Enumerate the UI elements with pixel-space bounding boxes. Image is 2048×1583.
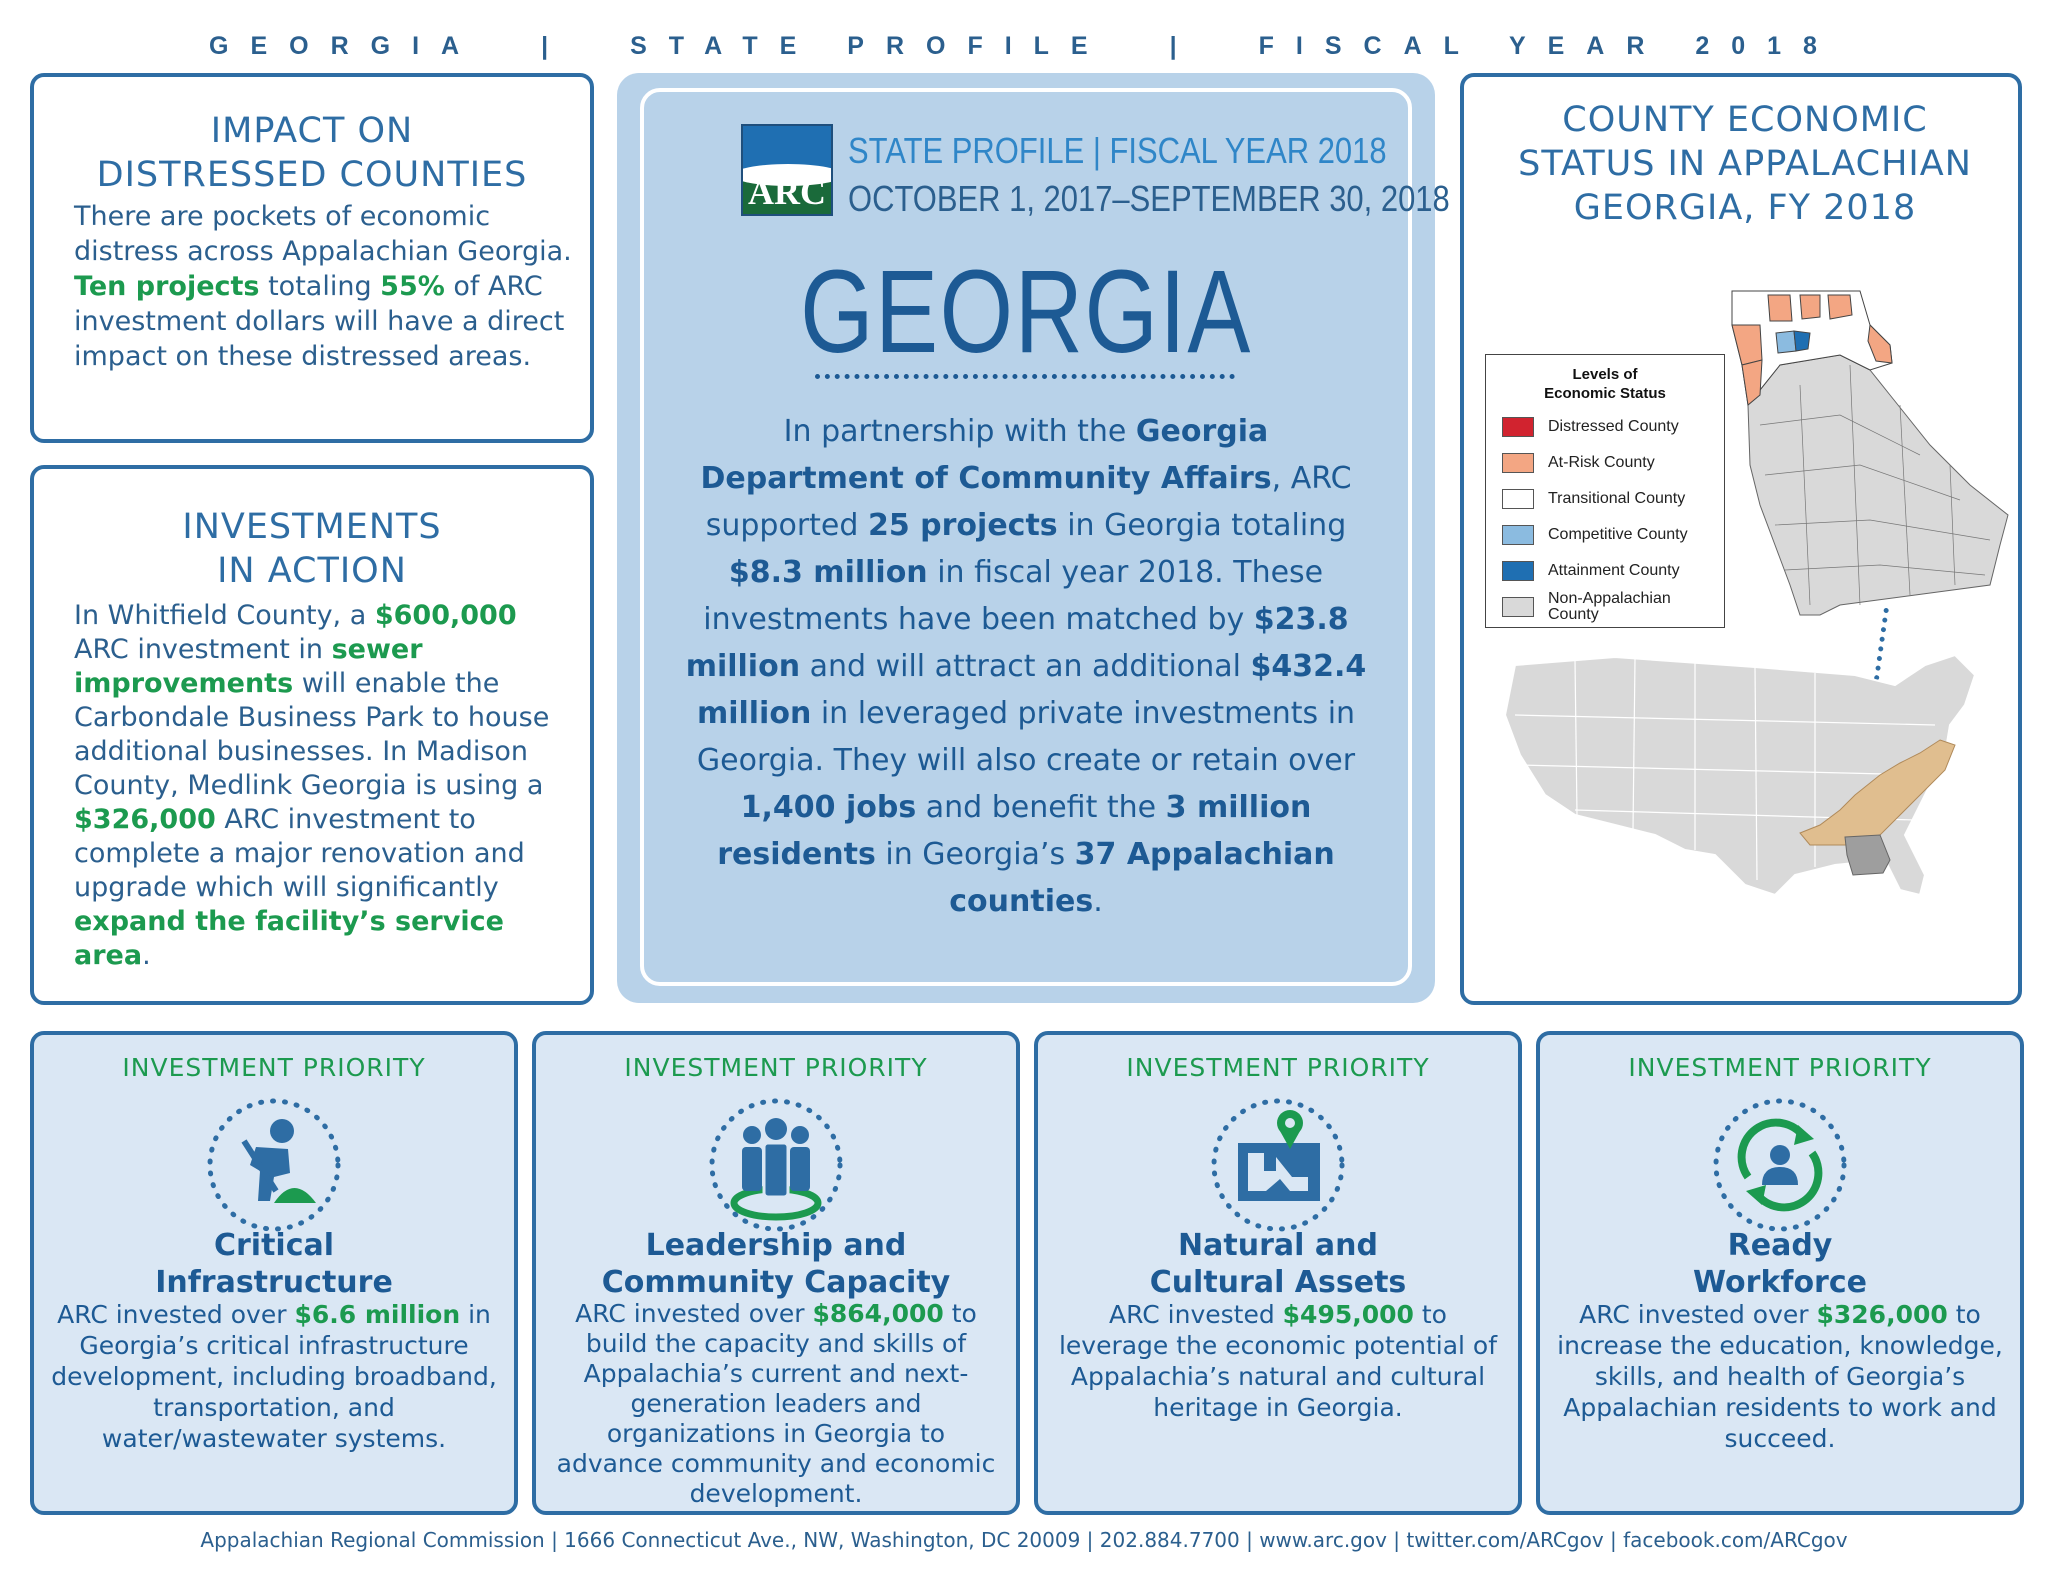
text-run: in Georgia’s [875,837,1075,872]
text-run: , ARC supported [705,461,1352,543]
highlight: $864,000 [812,1299,944,1328]
map-title-line: STATUS IN APPALACHIAN [1518,144,1972,184]
priority-title [536,1227,1016,1301]
banner-separator: | [541,31,571,60]
priority-text [48,1299,500,1454]
text-run: in Georgia’s critical infrastructure development, including broadband, transportation, and water/wastewater systems. [51,1300,497,1453]
highlight: $8.3 million [728,555,928,590]
priority-title-line: Leadership and [645,1228,907,1263]
state-title: GEORGIA [800,246,1252,378]
center-header-line1: STATE PROFILE | FISCAL YEAR 2018 [848,130,1387,171]
investments-title-line: INVESTMENTS [182,507,442,547]
text-run: in leveraged private investments in Georgia. They will also create or retain over [696,696,1356,778]
text-run: of ARC investment dollars will have a direct impact on these distressed areas. [74,271,565,372]
text-run: totaling [259,271,381,302]
legend-label: Transitional County [1548,490,1686,507]
highlight: $23.8 million [685,602,1349,684]
priority-title [34,1227,514,1301]
investments-title [34,505,590,593]
legend-item-competitive [1486,517,1724,553]
map-title-line: GEORGIA, FY 2018 [1573,188,1917,228]
person-cycle-icon [1710,1095,1850,1235]
impact-title [34,109,590,197]
highlight: 55% [380,271,445,302]
investments-text [74,599,574,973]
impact-title-line: IMPACT ON [210,111,414,151]
worker-shovel-icon [204,1095,344,1235]
center-header-line2: OCTOBER 1, 2017–SEPTEMBER 30, 2018 [848,178,1450,219]
text-run: ARC invested over [1579,1300,1817,1329]
text-run: ARC investment in [74,634,332,665]
text-run: in Georgia totaling [1057,508,1347,543]
legend-item-non-appalachian [1486,589,1724,625]
county-at-risk [1768,295,1792,321]
investments-title-line: IN ACTION [217,551,407,591]
priority-text [1052,1299,1504,1423]
text-run: and will attract an additional [800,649,1251,684]
legend-label: Non-Appalachian County [1548,590,1671,623]
investments-box [30,465,594,1005]
text-run: will enable the Carbondale Business Park to house additional businesses. In Madison County, Medlink Georgia is using a [74,668,550,801]
text-run: . [142,940,151,971]
legend-swatch [1502,453,1534,473]
legend-label: Competitive County [1548,526,1688,543]
text-run: ARC investment to complete a major renovation and upgrade which will significantly [74,804,525,903]
text-run: ARC invested over [57,1300,295,1329]
priority-card-natural-cultural [1034,1031,1522,1515]
priority-card-infrastructure [30,1031,518,1515]
legend-item-transitional [1486,481,1724,517]
priority-title-line: Critical [213,1228,335,1263]
legend-label: Distressed County [1548,418,1679,435]
highlight: $6.6 million [294,1300,461,1329]
priority-card-leadership [532,1031,1020,1515]
priority-label: INVESTMENT PRIORITY [1126,1053,1430,1082]
priority-card-workforce [1536,1031,2024,1515]
priority-title-line: Cultural Assets [1149,1265,1407,1300]
georgia-non-appalachian [1748,355,2008,615]
banner-separator: | [1169,31,1199,60]
footer-contact: Appalachian Regional Commission | 1666 Connecticut Ave., NW, Washington, DC 20009 | 202.884.7700 | www.arc.gov | twitter.com/ARCgov | facebook.com/ARCgov [200,1528,1848,1552]
county-at-risk [1800,295,1820,319]
highlight: Georgia Department of Community Affairs [700,414,1272,496]
priority-title-line: Infrastructure [155,1265,393,1300]
map-title-line: COUNTY ECONOMIC [1562,100,1928,140]
priority-label: INVESTMENT PRIORITY [122,1053,426,1082]
text-run: to leverage the economic potential of Appalachia’s natural and cultural heritage in Georgia. [1058,1300,1498,1422]
legend-swatch [1502,525,1534,545]
priority-label: INVESTMENT PRIORITY [1628,1053,1932,1082]
people-group-icon [706,1095,846,1235]
priority-title-line: Natural and [1178,1228,1378,1263]
text-run: to increase the education, knowledge, skills, and health of Georgia’s Appalachian residents to work and succeed. [1557,1300,2003,1453]
highlight: $495,000 [1282,1300,1414,1329]
priority-title [1038,1227,1518,1301]
us-map [1495,645,1995,905]
impact-text [74,199,574,374]
text-run: and benefit the [916,790,1166,825]
dotted-divider [815,374,1235,379]
impact-title-line: DISTRESSED COUNTIES [96,155,528,195]
text-run: There are pockets of economic distress across Appalachian Georgia. [74,201,572,267]
legend-swatch [1502,597,1534,617]
text-run: . [1093,884,1103,919]
logo-text: ARC [748,172,826,212]
text-run: ARC invested over [575,1299,813,1328]
legend-item-attainment [1486,553,1724,589]
priority-text [1554,1299,2006,1454]
county-at-risk [1732,325,1762,365]
priority-title-line: Workforce [1693,1265,1867,1300]
legend-item-distressed [1486,409,1724,445]
legend-title-line: Economic Status [1544,385,1666,402]
highlight: 1,400 jobs [740,790,917,825]
highlight: $600,000 [374,600,517,631]
highlight: $432.4 million [696,649,1367,731]
legend-swatch [1502,417,1534,437]
legend-title-line: Levels of [1572,366,1638,383]
banner-profile: STATE PROFILE [630,31,1110,60]
text-run: in fiscal year 2018. These investments have been matched by [703,555,1324,637]
legend-swatch [1502,561,1534,581]
center-paragraph [680,408,1372,925]
map-title [1465,98,2025,230]
banner-state: GEORGIA [209,31,482,60]
georgia-county-map [1720,285,2020,625]
top-banner [0,26,2048,66]
county-at-risk [1828,295,1852,319]
highlight: Ten projects [74,271,260,302]
highlight: 37 Appalachian counties [949,837,1335,919]
highlight: $326,000 [1816,1300,1948,1329]
text-run: to build the capacity and skills of Appalachia’s current and next-generation leaders and organizations in Georgia to advance community and economic development. [556,1299,996,1508]
arc-logo [741,124,833,216]
legend-label: Attainment County [1548,562,1680,579]
impact-box [30,73,594,443]
priority-title [1540,1227,2020,1301]
highlight: 3 million residents [717,790,1312,872]
text-run: ARC invested [1109,1300,1283,1329]
legend-swatch [1502,489,1534,509]
highlight: $326,000 [74,804,216,835]
highlight: sewer improvements [74,634,423,699]
map-legend [1485,354,1725,628]
legend-label: At-Risk County [1548,454,1655,471]
priority-title-line: Ready [1727,1228,1833,1263]
priority-title-line: Community Capacity [601,1265,951,1300]
priority-text [550,1299,1002,1509]
highlight: 25 projects [867,508,1058,543]
highlight: expand the facility’s service area [74,906,504,971]
text-run: In partnership with the [783,414,1136,449]
banner-year: FISCAL YEAR 2018 [1258,31,1839,60]
map-pin-icon [1208,1095,1348,1235]
text-run: In Whitfield County, a [74,600,375,631]
county-attainment [1794,331,1810,351]
priority-label: INVESTMENT PRIORITY [624,1053,928,1082]
legend-item-at-risk [1486,445,1724,481]
county-competitive [1776,331,1796,353]
legend-title [1486,365,1724,403]
